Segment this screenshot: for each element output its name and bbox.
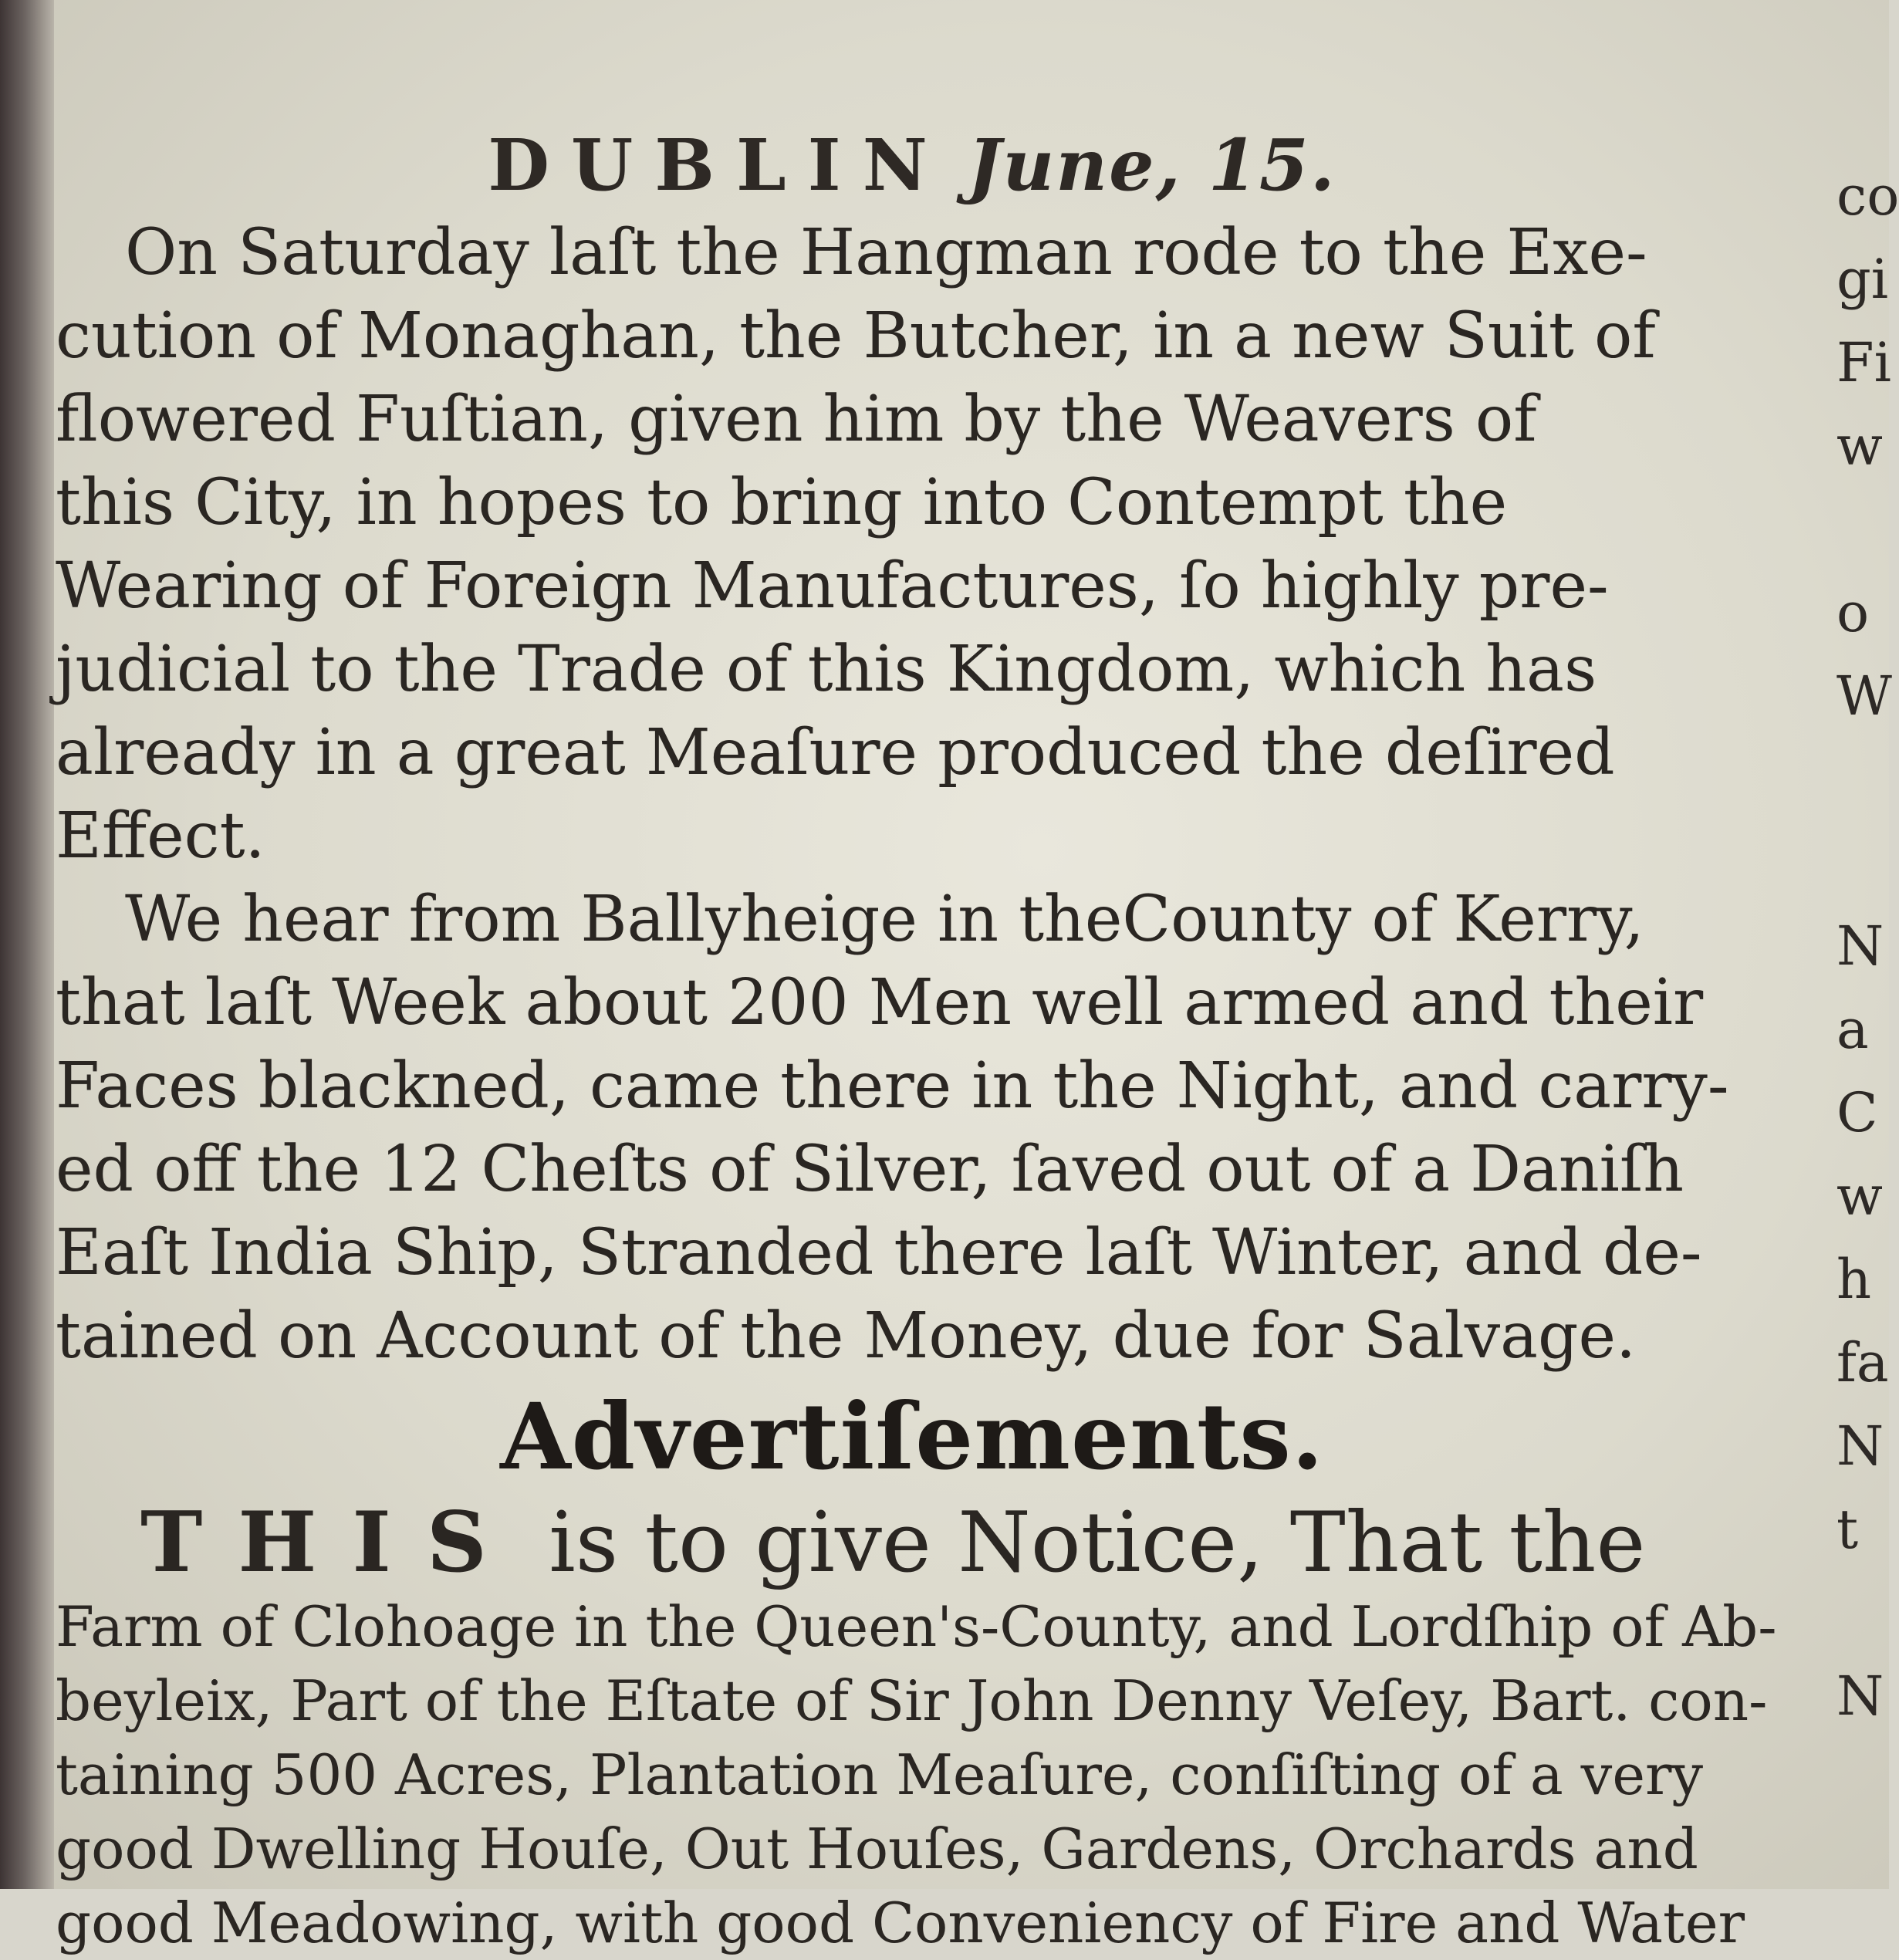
article-hangman — [56, 211, 1769, 878]
text-line: beyleix, Part of the Eſtate of Sir John Denny Veſey, Bart. con- — [56, 1668, 1768, 1733]
text-line: Eaſt India Ship, Stranded there laſt Winter, and de- — [56, 1216, 1702, 1289]
fragment: W — [1836, 664, 1892, 728]
fragment — [1836, 821, 1889, 904]
text-line: Wearing of Foreign Manufactures, ſo highly pre- — [56, 549, 1609, 623]
notice-lead-rest: is to give Notice, That the — [549, 1495, 1646, 1591]
text-line: already in a great Meaſure produced the deſired — [56, 716, 1615, 789]
book-binding-shadow — [0, 0, 54, 1889]
advertisement-body — [56, 1590, 1777, 1960]
notice-lead-line — [56, 1496, 1769, 1590]
text-line: flowered Fuſtian, given him by the Weavers of — [56, 383, 1537, 456]
fragment: co — [1836, 164, 1899, 228]
fragment — [1836, 1571, 1889, 1654]
fragment: t — [1836, 1498, 1859, 1561]
dateline-date: June, 15. — [967, 123, 1336, 207]
text-line: ed off the 12 Cheſts of Silver, ſaved out of a Daniſh — [56, 1133, 1684, 1206]
text-line: that laſt Week about 200 Men well armed and their — [56, 966, 1704, 1039]
text-line: Farm of Clohoage in the Queen's-County, and Lordſhip of Ab- — [56, 1594, 1777, 1659]
fragment: w — [1836, 1164, 1883, 1228]
text-line: this City, in hopes to bring into Contempt the — [56, 466, 1508, 539]
fragment — [1836, 488, 1889, 571]
fragment: fa — [1836, 1331, 1889, 1394]
text-line: good Meadowing, with good Conveniency of Fire and Water — [56, 1891, 1745, 1955]
fragment: N — [1836, 1414, 1884, 1478]
fragment: N — [1836, 914, 1884, 978]
text-line: good Dwelling Houſe, Out Houſes, Gardens, Orchards and — [56, 1816, 1698, 1881]
fragment: o — [1836, 581, 1870, 644]
fragment: h — [1836, 1248, 1872, 1311]
article-column — [56, 123, 1777, 1960]
dateline-city: DUBLIN — [488, 123, 949, 207]
notice-lead-caps: THIS — [140, 1494, 522, 1591]
fragment: w — [1836, 414, 1883, 478]
fragment: a — [1836, 998, 1869, 1061]
article-ballyheige — [56, 878, 1769, 1378]
text-line: cution of Monaghan, the Butcher, in a new Suit of — [56, 299, 1656, 373]
text-line: We hear from Ballyheige in theCounty of Kerry, — [125, 883, 1644, 956]
fragment: Fi — [1836, 331, 1891, 394]
fragment — [1836, 738, 1889, 821]
text-line: tained on Account of the Money, due for Salvage. — [56, 1299, 1637, 1373]
adjacent-column-fragment — [1836, 154, 1899, 1852]
advertisements-heading: Advertiſements. — [500, 1383, 1324, 1490]
text-line: judicial to the Trade of this Kingdom, which has — [56, 633, 1597, 706]
text-line: On Saturday laſt the Hangman rode to the Exe- — [125, 216, 1647, 289]
fragment: gi — [1836, 248, 1889, 311]
fragment: N — [1836, 1664, 1884, 1728]
text-line: Effect. — [56, 799, 265, 873]
text-line: Faces blackned, came there in the Night, and carry- — [56, 1049, 1729, 1123]
fragment: C — [1836, 1081, 1878, 1144]
text-line: taining 500 Acres, Plantation Meaſure, conſiſting of a very — [56, 1742, 1704, 1807]
dateline — [56, 123, 1769, 207]
